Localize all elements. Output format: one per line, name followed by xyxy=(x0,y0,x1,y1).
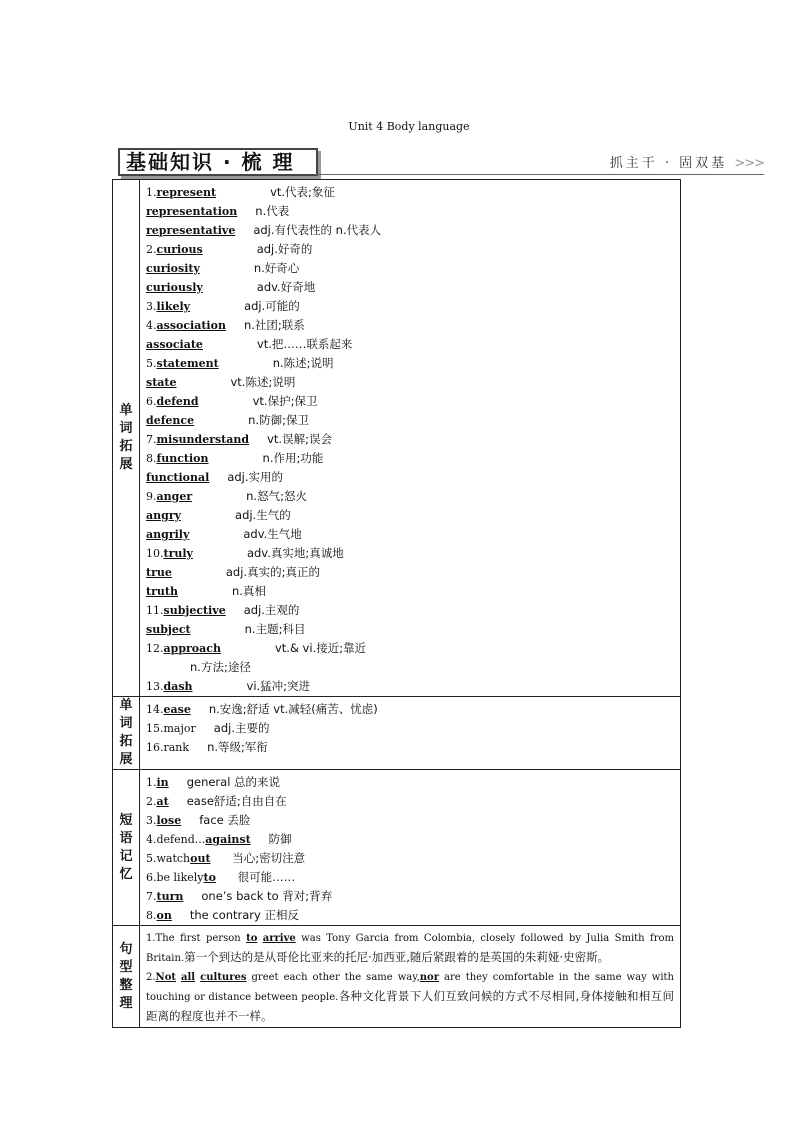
entry-number: 3. xyxy=(146,814,157,827)
entry-definition: adj.主要的 xyxy=(213,721,270,735)
page-title: Unit 4 Body language xyxy=(348,120,470,133)
category-char: 短 xyxy=(119,812,133,828)
entry-definition: n.主题;科目 xyxy=(244,622,306,636)
section-category xyxy=(113,926,140,1028)
entry-definition: adv.好奇地 xyxy=(256,280,316,294)
entry-number: 1. xyxy=(146,776,157,789)
category-char: 单 xyxy=(119,698,133,713)
entry-definition: n.方法;途径 xyxy=(190,660,251,674)
entry-line xyxy=(146,316,674,335)
entry-word: statement xyxy=(156,357,219,370)
entry-line xyxy=(146,354,674,373)
entry-line xyxy=(146,487,674,506)
sentence-2 xyxy=(146,968,674,1027)
entry-line xyxy=(146,297,674,316)
category-char: 理 xyxy=(119,995,133,1011)
entry-line xyxy=(146,677,674,696)
section-row xyxy=(113,770,681,926)
category-char: 语 xyxy=(119,830,133,846)
entry-definition: n.作用;功能 xyxy=(262,451,324,465)
entry-number: 5. xyxy=(146,357,157,370)
entry-number: 2. xyxy=(146,795,157,808)
entry-word: subjective xyxy=(163,604,226,617)
entry-word: function xyxy=(156,452,209,465)
entry-number: 12. xyxy=(146,642,164,655)
sentence-part: arrive xyxy=(262,933,296,944)
entry-definition: vt.把……联系起来 xyxy=(256,337,353,351)
sentence-part: greet each other the same way, xyxy=(246,972,420,983)
entry-definition: ease舒适;自由自在 xyxy=(186,794,287,808)
entry-word: dash xyxy=(163,680,193,693)
entry-line xyxy=(146,773,674,792)
entry-definition: one’s back to 背对;背弃 xyxy=(201,889,333,903)
entry-definition: n.陈述;说明 xyxy=(272,356,334,370)
entry-line xyxy=(146,373,674,392)
entry-line xyxy=(146,278,674,297)
entry-line xyxy=(146,906,674,925)
entry-line xyxy=(146,620,674,639)
entry-definition: adj.可能的 xyxy=(244,299,300,313)
entry-word: subject xyxy=(146,623,191,636)
category-char: 词 xyxy=(119,716,133,731)
sentence-translation: 第一个到达的是从哥伦比亚来的托尼·加西亚,随后紧跟着的是英国的朱莉娅·史密斯。 xyxy=(184,950,610,964)
sentence-translation: 各种文化背景下人们互致问候的方式不尽相同,身体接触和相互间距离的程度也并不一样。 xyxy=(146,989,674,1023)
section-category xyxy=(113,697,140,770)
entry-number: 6.be likely xyxy=(146,871,204,884)
entry-line xyxy=(146,544,674,563)
entry-word: state xyxy=(146,376,177,389)
entry-word: representative xyxy=(146,224,236,237)
entry-definition: 防御 xyxy=(268,832,292,846)
category-char: 整 xyxy=(119,977,133,993)
entry-number: 14. xyxy=(146,703,164,716)
entry-definition: adj.有代表性的 n.代表人 xyxy=(253,223,382,237)
entry-definition: vi.猛冲;突进 xyxy=(246,679,311,693)
entry-word: to xyxy=(203,871,216,884)
entry-number: 3. xyxy=(146,300,157,313)
entry-definition: adj.好奇的 xyxy=(256,242,313,256)
sentence-part: nor xyxy=(419,972,439,983)
entry-number: 11. xyxy=(146,604,164,617)
entry-number: 2. xyxy=(146,243,157,256)
entry-word: defend xyxy=(156,395,199,408)
entry-word: lose xyxy=(156,814,182,827)
entry-word: associate xyxy=(146,338,203,351)
category-char: 展 xyxy=(119,457,133,472)
category-char: 展 xyxy=(119,752,133,767)
entry-line xyxy=(146,240,674,259)
section-content xyxy=(140,926,681,1028)
banner-subtitle: 抓主干 · 固双基 >>> xyxy=(609,156,764,171)
entry-word: truly xyxy=(163,547,193,560)
entry-definition: adv.生气地 xyxy=(243,527,302,541)
entry-line xyxy=(146,719,674,738)
entry-number: 4.defend... xyxy=(146,833,206,846)
entry-number: 13. xyxy=(146,680,164,693)
entry-line xyxy=(146,792,674,811)
entry-number: 4. xyxy=(146,319,157,332)
entry-definition: the contrary 正相反 xyxy=(189,908,299,922)
sentence-part: 1.The first person xyxy=(146,933,247,944)
entry-definition: vt.陈述;说明 xyxy=(230,375,296,389)
entry-line xyxy=(146,738,674,757)
entry-line xyxy=(146,811,674,830)
entry-number: 8. xyxy=(146,909,157,922)
entry-word: functional xyxy=(146,471,210,484)
entry-word: at xyxy=(156,795,169,808)
entry-definition: face 丢脸 xyxy=(199,813,251,827)
entry-word: on xyxy=(156,909,172,922)
entry-number: 5.watch xyxy=(146,852,191,865)
entry-definition: vt.& vi.接近;靠近 xyxy=(274,641,367,655)
category-char: 拓 xyxy=(119,439,133,454)
entry-line xyxy=(146,582,674,601)
entry-line xyxy=(146,700,674,719)
entry-line xyxy=(146,887,674,906)
entry-definition: adj.真实的;真正的 xyxy=(225,565,320,579)
sentence-part: are they comfortable in the same way with touching or distance between people. xyxy=(146,972,674,1003)
entry-line xyxy=(146,430,674,449)
entry-word: true xyxy=(146,566,172,579)
category-char: 句 xyxy=(119,941,133,957)
entry-word: curiously xyxy=(146,281,203,294)
entry-word: defence xyxy=(146,414,195,427)
entry-word: ease xyxy=(163,703,191,716)
section-row xyxy=(113,926,681,1028)
category-char: 拓 xyxy=(119,734,133,749)
entry-line xyxy=(146,849,674,868)
entry-number: 6. xyxy=(146,395,157,408)
category-char: 忆 xyxy=(119,866,133,882)
entry-definition: adv.真实地;真诚地 xyxy=(246,546,344,560)
category-char: 记 xyxy=(119,848,133,864)
entry-word: approach xyxy=(163,642,221,655)
section-content xyxy=(140,180,681,697)
entry-line xyxy=(146,563,674,582)
sentence-part: Not xyxy=(155,972,176,983)
entry-number: 16.rank xyxy=(146,741,190,754)
chevrons-icon: >>> xyxy=(734,156,764,171)
entry-line xyxy=(146,868,674,887)
entry-definition: vt.保护;保卫 xyxy=(252,394,318,408)
entry-definition: n.防御;保卫 xyxy=(248,413,309,427)
entry-word: misunderstand xyxy=(156,433,250,446)
entry-word: representation xyxy=(146,205,238,218)
entry-definition: n.代表 xyxy=(255,204,290,218)
section-category xyxy=(113,770,140,926)
section-category xyxy=(113,180,140,697)
entry-word: angry xyxy=(146,509,182,522)
sentence-part: 2. xyxy=(146,972,156,983)
entry-word: association xyxy=(156,319,226,332)
entry-number: 7. xyxy=(146,433,157,446)
entry-definition: n.真相 xyxy=(231,584,266,598)
entry-word: angrily xyxy=(146,528,190,541)
entry-definition: 很可能…… xyxy=(233,870,296,884)
entry-line xyxy=(146,449,674,468)
entry-definition: adj.主观的 xyxy=(243,603,300,617)
entry-line xyxy=(146,830,674,849)
banner-rule xyxy=(314,174,764,175)
category-char: 型 xyxy=(119,959,133,975)
entry-definition: n.社团;联系 xyxy=(243,318,305,332)
section-row xyxy=(113,180,681,697)
sentence-part: to xyxy=(246,933,258,944)
entry-number: 15.major xyxy=(146,722,196,735)
section-banner xyxy=(114,146,764,176)
entry-word: turn xyxy=(156,890,184,903)
banner-label: 基础知识 · 梳 理 xyxy=(118,148,318,176)
entry-definition: adj.实用的 xyxy=(227,470,284,484)
sentence-part: cultures xyxy=(200,972,247,983)
knowledge-table xyxy=(112,179,681,1028)
entry-number: 8. xyxy=(146,452,157,465)
entry-line xyxy=(146,259,674,278)
entry-definition: n.好奇心 xyxy=(253,261,300,275)
entry-line xyxy=(146,639,674,658)
entry-definition: vt.代表;象征 xyxy=(270,185,335,199)
entry-definition: vt.误解;误会 xyxy=(267,432,332,446)
entry-definition: 当心;密切注意 xyxy=(228,851,306,865)
entry-word: curiosity xyxy=(146,262,200,275)
entry-word: out xyxy=(190,852,211,865)
entry-number: 1. xyxy=(146,186,157,199)
entry-number: 9. xyxy=(146,490,157,503)
entry-number: 10. xyxy=(146,547,164,560)
entry-line xyxy=(146,411,674,430)
entry-word: likely xyxy=(156,300,191,313)
entry-line xyxy=(146,202,674,221)
entry-line xyxy=(146,335,674,354)
section-content xyxy=(140,697,681,770)
sentence-1 xyxy=(146,929,674,968)
entry-line xyxy=(146,601,674,620)
entry-word: truth xyxy=(146,585,178,598)
entry-line xyxy=(146,221,674,240)
entry-line xyxy=(146,658,674,677)
entry-word: represent xyxy=(156,186,217,199)
entry-number: 7. xyxy=(146,890,157,903)
entry-word: against xyxy=(205,833,251,846)
category-char: 单 xyxy=(119,403,133,418)
entry-definition: n.安逸;舒适 vt.减轻(痛苦、忧虑) xyxy=(208,702,378,716)
entry-line xyxy=(146,183,674,202)
section-row xyxy=(113,697,681,770)
entry-word: curious xyxy=(156,243,203,256)
entry-word: anger xyxy=(156,490,193,503)
entry-definition: general 总的来说 xyxy=(186,775,281,789)
entry-line xyxy=(146,525,674,544)
entry-definition: n.等级;军衔 xyxy=(207,740,268,754)
entry-line xyxy=(146,468,674,487)
section-content xyxy=(140,770,681,926)
entry-definition: adj.生气的 xyxy=(235,508,291,522)
entry-line xyxy=(146,392,674,411)
entry-line xyxy=(146,506,674,525)
category-char: 词 xyxy=(119,421,133,436)
sentence-part: was Tony Garcia from Colombia, closely followed by Julia Smith from Britain. xyxy=(146,933,675,964)
entry-word: in xyxy=(156,776,169,789)
sentence-part: all xyxy=(181,972,196,983)
entry-definition: n.怒气;怒火 xyxy=(246,489,307,503)
